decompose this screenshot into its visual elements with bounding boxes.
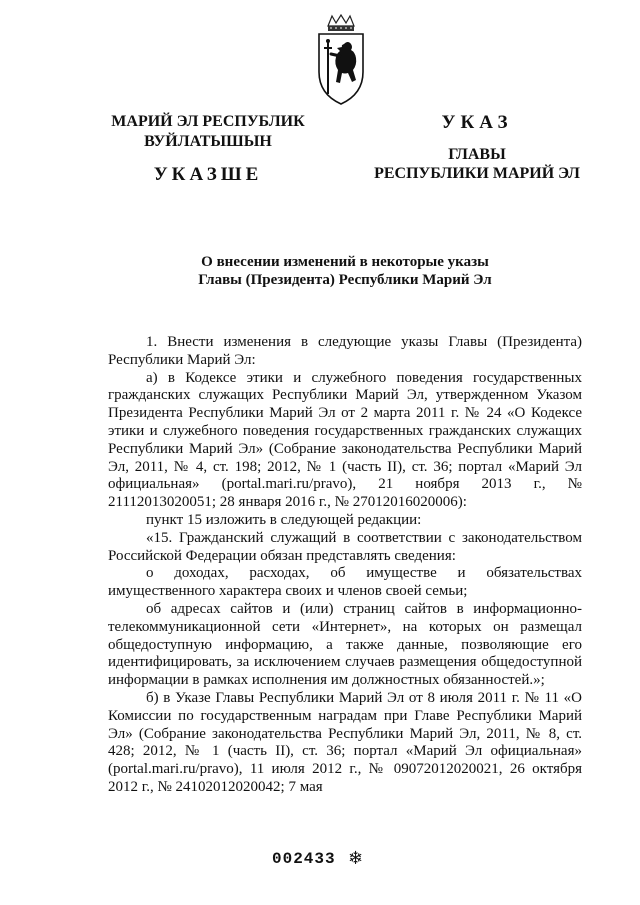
paragraph: о доходах, расходах, об имуществе и обязательствах имущественного характера своих и членов своей семьи; — [108, 565, 582, 600]
paragraph: «15. Гражданский служащий в соответствии с законодательством Российской Федерации обязан представлять сведения: — [108, 529, 582, 564]
document-serial-number: 002433 — [272, 850, 336, 868]
paragraph: а) в Кодексе этики и служебного поведения государственных гражданских служащих Республики Марий Эл, утвержденном Указом Президента Республики Марий Эл от 2 марта 2011 г. № 24 «О Кодексе этики и служебного поведения государственных гражданских служащих Республики Марий Эл» (Собрание законодательства Республики Марий Эл, 2011, № 4, ст. 198; 2012, № 1 (часть II), ст. 36; портал «Марий Эл официальная» (portal.mari.ru/pravo), 21 ноября 2013 г., № 21112013020051; 28 января 2016 г., № 27012016020006): — [108, 369, 582, 511]
paragraph: б) в Указе Главы Республики Марий Эл от 8 июля 2011 г. № 11 «О Комиссии по государственным наградам при Главе Республики Марий Эл» (Собрание законодательства Республики Марий Эл, 2011, № 8, ст. 428; 2012, № 1 (часть II), ст. 36; портал «Марий Эл официальная» (portal.mari.ru/pravo), 11 июля 2012 г., № 09072012020021, 26 октября 2012 г., № 24102012020042; 7 мая — [108, 689, 582, 795]
document-title-line1: О внесении изменений в некоторые указы — [201, 254, 489, 270]
document-body — [108, 334, 582, 797]
paragraph: пункт 15 изложить в следующей редакции: — [146, 511, 422, 528]
header-left-line2: ВУЙЛАТЫШЫН — [144, 133, 272, 150]
snowflake-icon: ❄ — [348, 848, 364, 868]
header-right-line3: РЕСПУБЛИКИ МАРИЙ ЭЛ — [374, 165, 580, 182]
header-right-line2: ГЛАВЫ — [448, 146, 506, 163]
header-right-line1: УКАЗ — [441, 112, 513, 133]
header-left-line1: МАРИЙ ЭЛ РЕСПУБЛИК — [111, 113, 305, 130]
paragraph: об адресах сайтов и (или) страниц сайтов в информационно-телекоммуникационной сети «Интернет», на которых он размещал общедоступную информацию, а также данные, позволяющие его идентифицировать, за исключением случаев размещения общедоступной информации в рамках исполнения им должностных обязанностей.»; — [108, 600, 582, 689]
header-left-line3: УКАЗШЕ — [153, 164, 263, 185]
document-title-line2: Главы (Президента) Республики Марий Эл — [198, 272, 492, 288]
coat-of-arms-icon — [314, 14, 368, 106]
paragraph: 1. Внести изменения в следующие указы Главы (Президента) Республики Марий Эл: — [108, 334, 582, 368]
